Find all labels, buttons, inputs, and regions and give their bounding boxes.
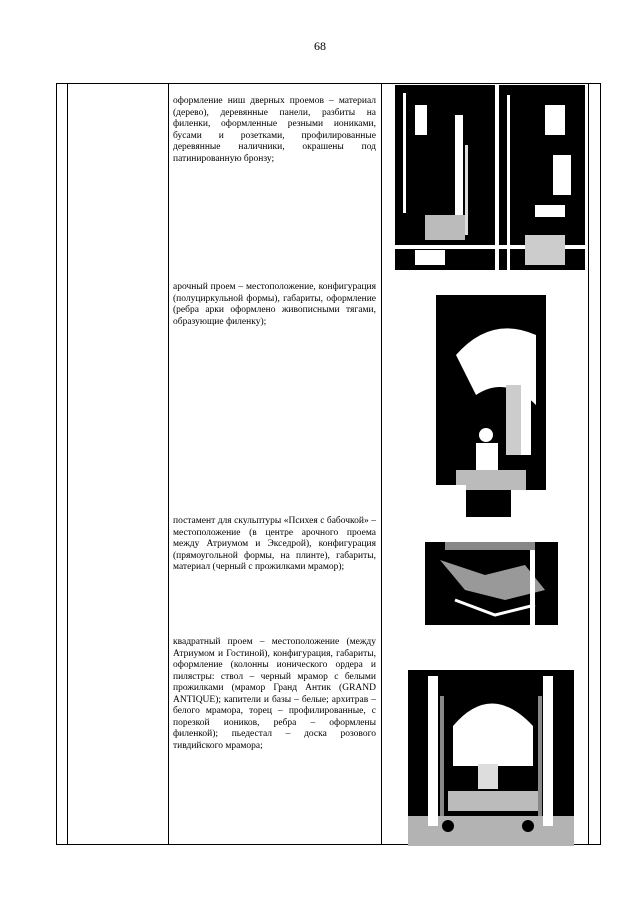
row-3-description: постамент для скульптуры «Психея с бабочкой» – местоположение (в центре арочного проема между Атриумом и Экседрой), конфигурация (прямоугольной формы, на плинте), габариты, материал (черный с прожилками мрамор); bbox=[173, 516, 376, 572]
row-2-description: арочный проем – местоположение, конфигурация (полуциркульной формы), габариты, оформление (ребра арки оформлено живописными тягами, образующие филенку); bbox=[173, 282, 376, 327]
column-divider bbox=[67, 84, 68, 844]
corridor-photo bbox=[395, 85, 585, 270]
row-4-description: квадратный проем – местоположение (между Атриумом и Гостиной), конфигурация, габариты, оформление (колонны ионического ордера и пилястры: ствол – черный мрамор с белыми прожилками (мрамор Гранд Антик (GRAND ANTIQUE); капители и базы – белые; архитрав – белого мрамора, торец – профилированные, с порезкой иоников, ребра – оформлены филенкой); пьедестал – доска розового тивдийского мрамора; bbox=[173, 637, 376, 751]
colonnade-photo bbox=[408, 656, 574, 846]
row-1-description: оформление ниш дверных проемов – материал (дерево), деревянные панели, разбиты на филенки, оформленные резными иониками, бусами и розетками, профилированные деревянные наличники, окрашены под патинированную бронзу; bbox=[173, 96, 376, 164]
column-divider bbox=[168, 84, 169, 844]
page-number: 68 bbox=[314, 39, 326, 53]
arch-photo bbox=[436, 295, 546, 517]
column-divider bbox=[588, 84, 589, 844]
pedestal-photo bbox=[425, 530, 558, 641]
column-divider bbox=[381, 84, 382, 844]
